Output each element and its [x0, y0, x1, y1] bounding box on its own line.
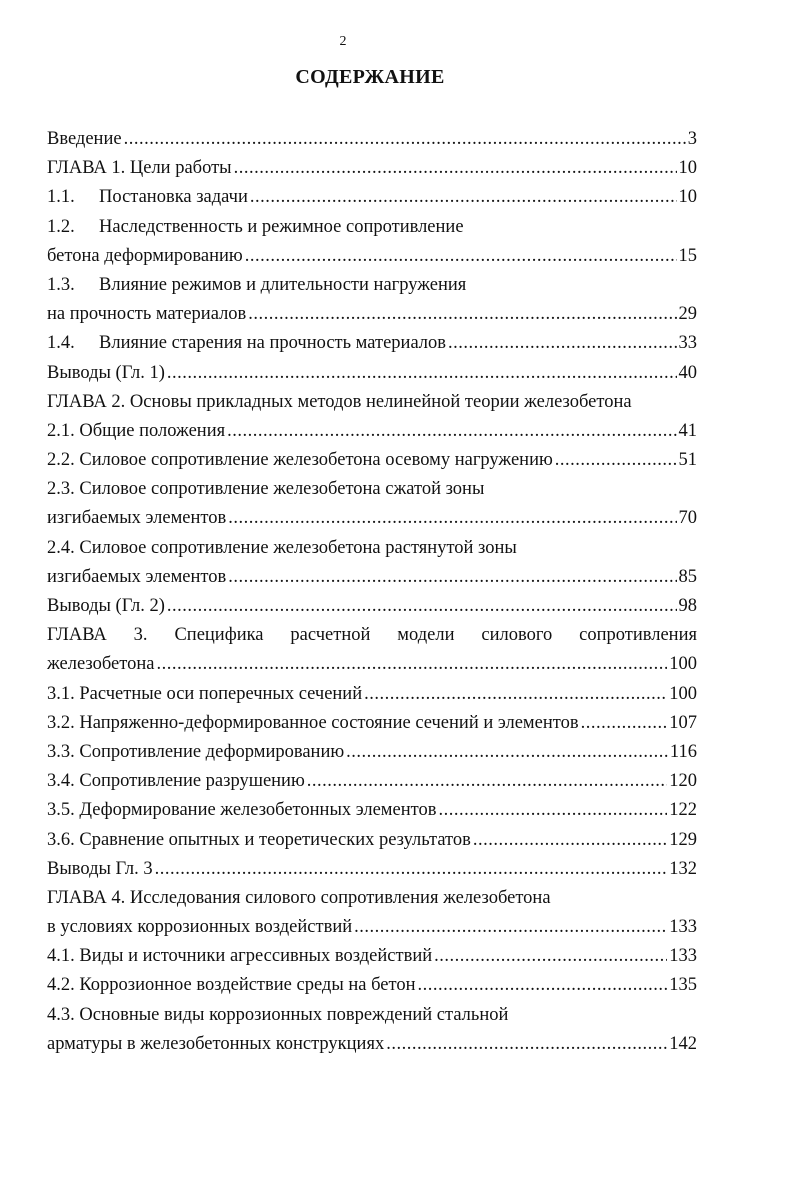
- toc-entry: [47, 767, 697, 796]
- toc-page-number: 10: [678, 158, 697, 179]
- toc-page-number: 142: [669, 1033, 697, 1054]
- toc-entry-text: ГЛАВА 1. Цели работы: [47, 158, 232, 179]
- toc-page-number: 132: [669, 858, 697, 879]
- toc-page-number: 100: [669, 683, 697, 704]
- toc-entry: [47, 388, 697, 417]
- toc-entry: [47, 271, 697, 300]
- toc-page-number: 15: [678, 245, 697, 266]
- toc-entry-text: 2.3. Силовое сопротивление железобетона сжатой зоны: [47, 479, 485, 500]
- toc-page-number: 41: [678, 420, 697, 441]
- toc-entry-text: 4.2. Коррозионное воздействие среды на бетон: [47, 975, 416, 996]
- toc-entry: [47, 621, 697, 650]
- toc-entry: [47, 504, 697, 533]
- toc-leader-dots: [418, 971, 668, 1000]
- toc-entry: [47, 650, 697, 679]
- toc-entry-number: 1.3.: [47, 274, 75, 295]
- page-number: 2: [339, 34, 347, 49]
- toc-entry: [47, 329, 697, 358]
- toc-entry: [47, 183, 697, 212]
- toc-entry-number: 1.1.: [47, 187, 75, 208]
- toc-entry-text: Введение: [47, 129, 122, 149]
- toc-page-number: 129: [669, 829, 697, 850]
- toc-leader-dots: [307, 767, 667, 796]
- toc-entry-text: 3.2. Напряженно-деформированное состояние сечений и элементов: [47, 712, 579, 733]
- toc-leader-dots: [448, 329, 676, 358]
- toc-entry-text: 4.3. Основные виды коррозионных повреждений стальной: [47, 1004, 509, 1025]
- toc-entry: [47, 855, 697, 884]
- toc-entry: [47, 884, 697, 913]
- toc-page-number: 122: [669, 800, 697, 821]
- toc-entry: [47, 446, 697, 475]
- toc-entry: [47, 125, 697, 154]
- toc-leader-dots: [228, 504, 676, 533]
- toc-leader-dots: [581, 709, 668, 738]
- toc-page-number: 29: [678, 304, 697, 325]
- toc-entry: [47, 1030, 697, 1059]
- toc-entry-text: 3.5. Деформирование железобетонных элементов: [47, 800, 437, 821]
- toc-entry-text: 2.4. Силовое сопротивление железобетона растянутой зоны: [47, 537, 517, 558]
- toc-entry: [47, 709, 697, 738]
- toc-entry: [47, 154, 697, 183]
- toc-entry-title: Наследственность и режимное сопротивление: [99, 216, 464, 237]
- table-of-contents: [47, 125, 697, 1059]
- toc-page-number: 100: [669, 654, 697, 675]
- toc-page-number: 85: [678, 566, 697, 587]
- toc-entry-text: 3.6. Сравнение опытных и теоретических результатов: [47, 829, 471, 850]
- toc-entry: [47, 417, 697, 446]
- toc-entry-text: 3.1. Расчетные оси поперечных сечений: [47, 683, 363, 704]
- toc-entry-text: 2.2. Силовое сопротивление железобетона осевому нагружению: [47, 450, 553, 471]
- toc-entry: [47, 1001, 697, 1030]
- toc-entry-title: Влияние режимов и длительности нагружения: [99, 274, 467, 295]
- toc-entry-text: [47, 183, 248, 212]
- toc-leader-dots: [248, 300, 676, 329]
- toc-entry: [47, 971, 697, 1000]
- toc-entry: [47, 796, 697, 825]
- toc-leader-dots: [167, 359, 677, 388]
- toc-entry-text: железобетона: [47, 654, 155, 675]
- toc-entry-text: 4.1. Виды и источники агрессивных воздействий: [47, 946, 433, 967]
- toc-entry-text: Выводы (Гл. 1): [47, 362, 165, 383]
- toc-leader-dots: [438, 796, 667, 825]
- toc-leader-dots: [155, 855, 668, 884]
- toc-entry: [47, 300, 697, 329]
- toc-entry-text: Выводы Гл. 3: [47, 858, 153, 879]
- toc-entry-text: на прочность материалов: [47, 304, 247, 325]
- toc-entry: [47, 242, 697, 271]
- toc-leader-dots: [227, 417, 676, 446]
- toc-entry-text: ГЛАВА 4. Исследования силового сопротивления железобетона: [47, 887, 551, 908]
- toc-page-number: 133: [669, 946, 697, 967]
- toc-entry-text: ГЛАВА 2. Основы прикладных методов нелинейной теории железобетона: [47, 391, 632, 412]
- toc-page-number: 120: [669, 771, 697, 792]
- toc-entry-text: [47, 329, 446, 358]
- toc-entry-text: [47, 271, 466, 300]
- toc-entry-text: 3.3. Сопротивление деформированию: [47, 741, 345, 762]
- toc-leader-dots: [245, 242, 677, 271]
- toc-page-number: 51: [678, 450, 697, 471]
- toc-leader-dots: [434, 942, 667, 971]
- toc-entry-number: 1.2.: [47, 216, 75, 237]
- toc-entry-title: Постановка задачи: [99, 187, 248, 208]
- toc-leader-dots: [346, 738, 668, 767]
- toc-page-number: 70: [678, 508, 697, 529]
- toc-page-number: 107: [669, 712, 697, 733]
- toc-entry-number: 1.4.: [47, 333, 75, 354]
- toc-leader-dots: [250, 183, 677, 212]
- toc-page-number: 135: [669, 975, 697, 996]
- toc-entry: [47, 592, 697, 621]
- toc-page-number: 10: [678, 187, 697, 208]
- toc-entry: [47, 680, 697, 709]
- toc-entry-title: Влияние старения на прочность материалов: [99, 333, 447, 354]
- toc-entry: [47, 475, 697, 504]
- toc-leader-dots: [364, 680, 667, 709]
- toc-leader-dots: [228, 563, 676, 592]
- toc-entry-text: 3.4. Сопротивление разрушению: [47, 771, 305, 792]
- toc-entry-text: изгибаемых элементов: [47, 508, 227, 529]
- toc-entry-text: ГЛАВА 3. Специфика расчетной модели силового сопротивления: [47, 625, 697, 646]
- toc-leader-dots: [354, 913, 667, 942]
- toc-entry-text: Выводы (Гл. 2): [47, 596, 165, 616]
- toc-entry-text: бетона деформированию: [47, 245, 243, 266]
- toc-entry-text: изгибаемых элементов: [47, 566, 227, 587]
- toc-entry-text: [47, 213, 464, 242]
- toc-leader-dots: [167, 592, 677, 621]
- toc-entry-text: в условиях коррозионных воздействий: [47, 917, 353, 938]
- toc-entry-text: 2.1. Общие положения: [47, 420, 226, 441]
- toc-entry: [47, 563, 697, 592]
- toc-leader-dots: [234, 154, 677, 183]
- toc-entry: [47, 942, 697, 971]
- toc-page-number: 133: [669, 917, 697, 938]
- page-title: СОДЕРЖАНИЕ: [295, 66, 445, 88]
- toc-leader-dots: [124, 125, 686, 154]
- toc-leader-dots: [156, 650, 667, 679]
- toc-leader-dots: [473, 826, 667, 855]
- toc-entry: [47, 534, 697, 563]
- toc-entry: [47, 826, 697, 855]
- toc-entry: [47, 213, 697, 242]
- toc-entry: [47, 359, 697, 388]
- toc-page-number: 40: [678, 362, 697, 383]
- toc-page-number: 3: [687, 129, 697, 149]
- toc-entry: [47, 738, 697, 767]
- toc-leader-dots: [386, 1030, 667, 1059]
- toc-page-number: 98: [678, 596, 697, 616]
- toc-entry: [47, 913, 697, 942]
- toc-leader-dots: [555, 446, 677, 475]
- toc-page-number: 116: [669, 741, 697, 762]
- toc-page-number: 33: [678, 333, 697, 354]
- toc-entry-text: арматуры в железобетонных конструкциях: [47, 1033, 385, 1054]
